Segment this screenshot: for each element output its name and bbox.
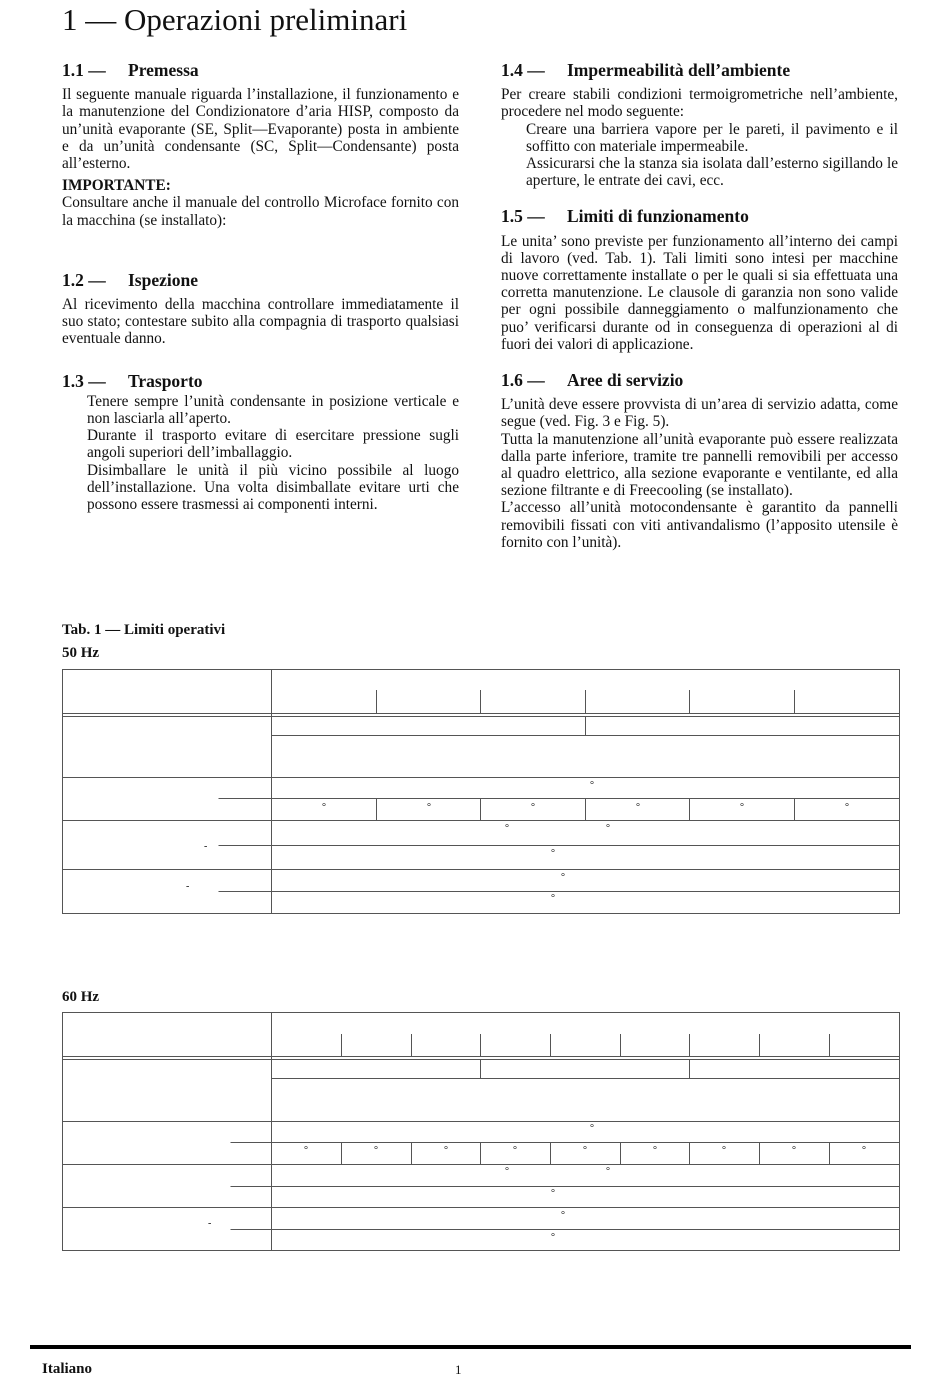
degree-mark: ° xyxy=(444,1145,448,1156)
dash-mark: - xyxy=(208,1218,212,1229)
section-1-4-text: Per creare stabili condizioni termoigrometriche nell’ambiente, procedere nel modo seguente: xyxy=(501,86,898,121)
footer-rule xyxy=(30,1345,911,1349)
dash-mark: - xyxy=(186,881,190,892)
table-50hz-label: 50 Hz xyxy=(62,645,100,661)
section-1-6-paragraph: L’unità deve essere provvista di un’area di servizio adatta, come segue (ved. Fig. 3 e Fig. 5). xyxy=(501,396,898,431)
page-title: 1 — Operazioni preliminari xyxy=(62,2,408,37)
transport-item: Tenere sempre l’unità condensante in posizione verticale e non lasciarla all’aperto. xyxy=(87,392,459,428)
transport-item: Durante il trasporto evitare di esercitare pressione sugli angoli superiori dell’imballaggio. xyxy=(87,427,459,462)
degree-mark: ° xyxy=(561,872,565,883)
dash-mark: - xyxy=(204,841,208,852)
degree-mark: ° xyxy=(583,1145,587,1156)
degree-mark: ° xyxy=(551,1232,555,1243)
degree-mark: ° xyxy=(722,1145,726,1156)
degree-mark: ° xyxy=(551,1188,555,1199)
degree-mark: ° xyxy=(551,893,555,904)
degree-mark: ° xyxy=(590,1123,594,1134)
degree-mark: ° xyxy=(561,1210,565,1221)
section-heading-1-5: 1.5 — Limiti di funzionamento xyxy=(501,206,749,227)
sealing-item: Creare una barriera vapore per le pareti, il pavimento e il soffitto con materiale impermeabile. xyxy=(526,120,898,155)
table-caption: Tab. 1 — Limiti operativi xyxy=(62,622,226,638)
sealing-item: Assicurarsi che la stanza sia isolata dall’esterno sigillando le aperture, le entrate dei cavi, ecc. xyxy=(526,155,898,190)
degree-mark: ° xyxy=(862,1145,866,1156)
degree-mark: ° xyxy=(845,802,849,813)
footer-language: Italiano xyxy=(42,1361,93,1377)
degree-mark: ° xyxy=(505,823,509,834)
degree-mark: ° xyxy=(551,848,555,859)
section-heading-1-2: 1.2 — Ispezione xyxy=(62,269,198,290)
important-label: IMPORTANTE: xyxy=(62,177,171,195)
degree-mark: ° xyxy=(636,802,640,813)
section-1-5-text: Le unita’ sono previste per funzionamento all’interno dei campi di lavoro (ved. Tab. 1). Tali limiti sono intesi per macchine nuove correttamente installate o per le quali si sia effettuata una corretta manutenzione. Le clausole di garanzia non sono valide per ogni possibile danneggiamento o malfunzionamento che puo’ verificarsi durante od in conseguenza di operazioni al di fuori dei valori di applicazione. xyxy=(501,232,898,353)
section-heading-1-6: 1.6 — Aree di servizio xyxy=(501,370,684,391)
section-1-6-paragraph: L’accesso all’unità motocondensante è garantito da pannelli removibili fissati con viti antivandalismo (l’apposito utensile è fornito con l’unità). xyxy=(501,499,898,551)
degree-mark: ° xyxy=(740,802,744,813)
degree-mark: ° xyxy=(792,1145,796,1156)
page-number: 1 xyxy=(455,1362,462,1377)
section-heading-1-1: 1.1 — Premessa xyxy=(62,60,199,80)
degree-mark: ° xyxy=(374,1145,378,1156)
degree-mark: ° xyxy=(505,1166,509,1177)
transport-item: Disimballare le unità il più vicino possibile al luogo dell’installazione. Una volta disimballate evitare urti che possono essere trasmessi ai componenti interni. xyxy=(87,461,459,514)
section-heading-1-4: 1.4 — Impermeabilità dell’ambiente xyxy=(501,60,791,80)
section-1-6-paragraph: Tutta la manutenzione all’unità evaporante può essere realizzata dalla parte inferiore, tramite tre pannelli removibili per accesso al quadro elettrico, alla sezione evaporante e ventilante, ed alla sezione filtrante e di Freecooling (se installato). xyxy=(501,430,898,500)
degree-mark: ° xyxy=(531,802,535,813)
degree-mark: ° xyxy=(513,1145,517,1156)
important-text: Consultare anche il manuale del controllo Microface fornito con la macchina (se installato): xyxy=(62,194,459,229)
degree-mark: ° xyxy=(590,780,594,791)
degree-mark: ° xyxy=(653,1145,657,1156)
degree-mark: ° xyxy=(606,823,610,834)
section-heading-1-3: 1.3 — Trasporto xyxy=(62,370,203,391)
table-60hz-label: 60 Hz xyxy=(62,989,100,1005)
degree-mark: ° xyxy=(606,1166,610,1177)
degree-mark: ° xyxy=(322,802,326,813)
section-1-1-text: Il seguente manuale riguarda l’installazione, il funzionamento e la manutenzione del Condizionatore d’aria HISP, composto da un’unità evaporante (SE, Split—Evaporante) posta in ambiente e da un’unità condensante (SC, Split—Condensante) posta all’esterno. xyxy=(62,86,459,173)
section-1-2-text: Al ricevimento della macchina controllare immediatamente il suo stato; contestare subito alla compagnia di trasporto qualsiasi eventuale danno. xyxy=(62,296,459,348)
degree-mark: ° xyxy=(427,802,431,813)
degree-mark: ° xyxy=(304,1145,308,1156)
